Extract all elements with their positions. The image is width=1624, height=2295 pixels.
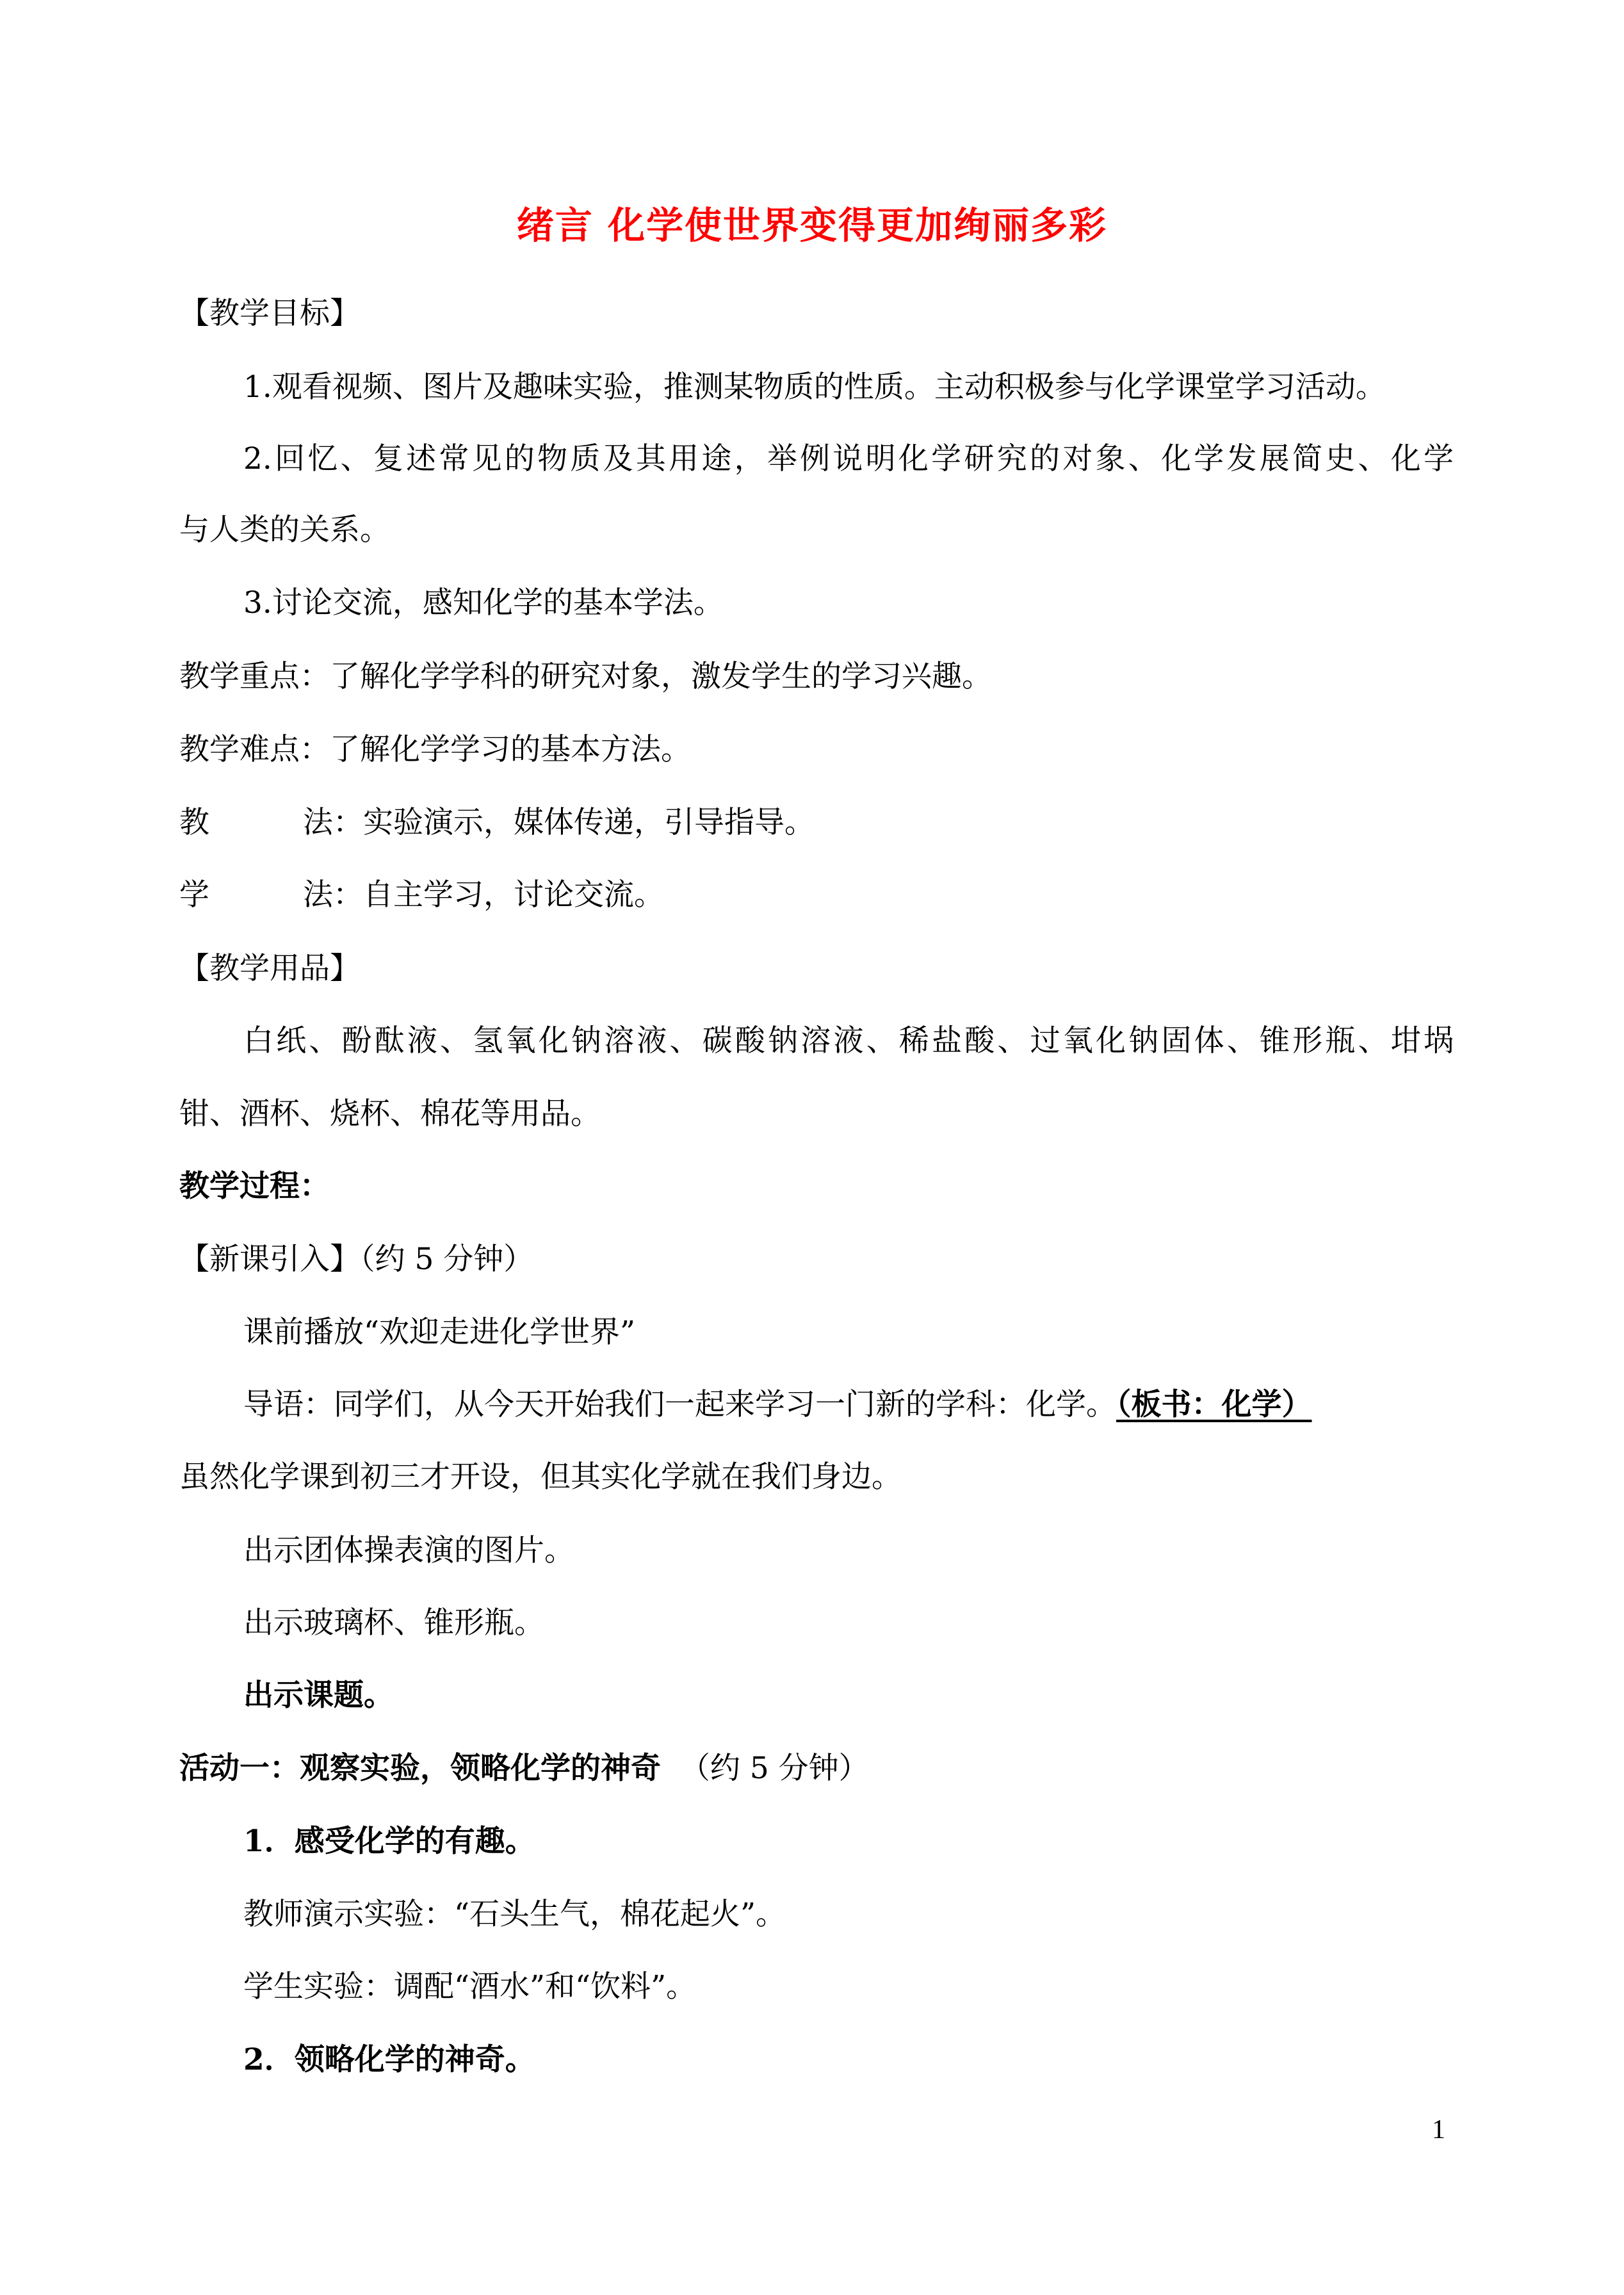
activity-1-sub-1: 1．感受化学的有趣。 (243, 1824, 535, 1859)
objectives-heading: 【教学目标】 (179, 296, 360, 331)
learning-method-label: 学 法 (179, 877, 333, 912)
objective-item-2-line-2: 与人类的关系。 (179, 512, 390, 547)
document-title: 绪言 化学使世界变得更加绚丽多彩 (516, 204, 1108, 247)
teaching-method-text: ：实验演示，媒体传递，引导指导。 (333, 805, 815, 840)
intro-line-3: 虽然化学课到初三才开设，但其实化学就在我们身边。 (179, 1459, 902, 1495)
supplies-heading: 【教学用品】 (179, 951, 360, 986)
activity-1-sub-1-line-2: 学生实验：调配“酒水”和“饮料”。 (243, 1969, 697, 2004)
page-number: 1 (1432, 2115, 1445, 2145)
activity-1-time: （约 5 分钟） (661, 1751, 869, 1786)
supplies-line-2: 钳、酒杯、烧杯、棉花等用品。 (179, 1096, 601, 1131)
teaching-method-label: 教 法 (179, 805, 333, 840)
intro-line-4: 出示团体操表演的图片。 (243, 1533, 574, 1568)
activity-1-heading (179, 1746, 869, 1791)
learning-method (179, 873, 664, 918)
supplies-line-1: 白纸、酚酞液、氢氧化钠溶液、碳酸钠溶液、稀盐酸、过氧化钠固体、锥形瓶、坩埚 (243, 1023, 1454, 1058)
intro-line-6: 出示课题。 (243, 1678, 394, 1713)
objective-item-3: 3.讨论交流，感知化学的基本学法。 (243, 585, 724, 620)
learning-method-text: ：自主学习，讨论交流。 (333, 877, 664, 912)
intro-line-2 (243, 1383, 1312, 1427)
intro-heading: 【新课引入】（约 5 分钟） (179, 1242, 534, 1277)
objective-item-2-line-1: 2.回忆、复述常见的物质及其用途，举例说明化学研究的对象、化学发展简史、化学 (243, 441, 1454, 476)
activity-1-sub-2: 2．领略化学的神奇。 (243, 2042, 535, 2077)
process-heading: 教学过程： (179, 1169, 330, 1204)
intro-line-1: 课前播放“欢迎走进化学世界” (243, 1315, 636, 1350)
activity-1-title: 活动一：观察实验，领略化学的神奇 (179, 1751, 661, 1786)
objective-item-1: 1.观看视频、图片及趣味实验，推测某物质的性质。主动积极参与化学课堂学习活动。 (243, 369, 1386, 405)
activity-1-sub-1-line-1: 教师演示实验：“石头生气，棉花起火”。 (243, 1897, 786, 1932)
key-point: 教学重点：了解化学学科的研究对象，激发学生的学习兴趣。 (179, 659, 992, 694)
intro-line-5: 出示玻璃杯、锥形瓶。 (243, 1605, 544, 1641)
teaching-method (179, 800, 815, 845)
difficult-point: 教学难点：了解化学学习的基本方法。 (179, 732, 691, 767)
intro-line-2-text: 导语：同学们，从今天开始我们一起来学习一门新的学科：化学。 (243, 1387, 1116, 1422)
board-note: （板书：化学） (1116, 1387, 1312, 1422)
